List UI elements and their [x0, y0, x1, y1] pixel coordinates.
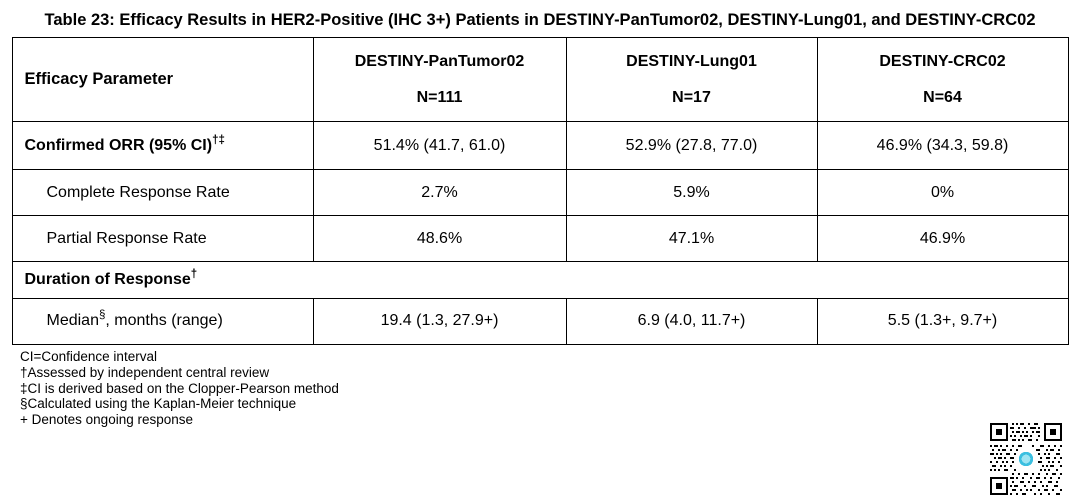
header-cell-pantumor02: [313, 38, 566, 122]
footnote-item: §Calculated using the Kaplan-Meier technique: [20, 396, 297, 412]
row-label-text: Median: [46, 312, 99, 330]
table-section-row: [12, 262, 1068, 299]
row-value-cell: 52.9% (27.8, 77.0): [566, 122, 817, 170]
row-value-cell: 51.4% (41.7, 61.0): [313, 122, 566, 170]
row-value-cell: 46.9% (34.3, 59.8): [817, 122, 1068, 170]
table-row: [12, 298, 1068, 344]
row-value-cell: 5.5 (1.3+, 9.7+): [817, 298, 1068, 344]
header-study-n: N=17: [672, 88, 711, 106]
row-label-superscript: §: [98, 310, 106, 323]
header-study-name: DESTINY-Lung01: [626, 53, 757, 71]
row-value-cell: 6.9 (4.0, 11.7+): [566, 298, 817, 344]
row-label-cell: [12, 216, 313, 262]
header-study-n: N=111: [416, 88, 463, 106]
table-header-row: [12, 38, 1068, 122]
header-study-name: DESTINY-PanTumor02: [354, 53, 525, 71]
row-label-text: Confirmed ORR (95% CI): [24, 136, 213, 154]
qr-code-icon: [988, 421, 1064, 497]
header-study-n: N=64: [923, 88, 962, 106]
footnote-item: ‡CI is derived based on the Clopper-Pearson method: [20, 380, 339, 396]
row-label-cell: [12, 298, 313, 344]
footnote-item: + Denotes ongoing response: [20, 412, 194, 428]
footnote-item: CI=Confidence interval: [20, 348, 157, 364]
row-value-cell: 2.7%: [313, 170, 566, 216]
row-value-cell: 47.1%: [566, 216, 817, 262]
row-label-text: Complete Response Rate: [46, 183, 230, 201]
row-label-cell: [12, 170, 313, 216]
row-value-cell: 0%: [817, 170, 1068, 216]
table-row: [12, 122, 1068, 170]
section-label-cell: [12, 262, 1068, 299]
efficacy-results-table: [12, 37, 1069, 345]
header-cell-lung01: [566, 38, 817, 122]
table-row: [12, 216, 1068, 262]
row-value-cell: 48.6%: [313, 216, 566, 262]
row-label-text: Partial Response Rate: [46, 229, 207, 247]
section-label-superscript: †: [190, 268, 198, 281]
row-label-superscript: †‡: [212, 134, 225, 147]
section-label-text: Duration of Response: [24, 271, 191, 289]
footnote-item: †Assessed by independent central review: [20, 364, 270, 380]
row-value-cell: 5.9%: [566, 170, 817, 216]
page-title: Table 23: Efficacy Results in HER2-Positive (IHC 3+) Patients in DESTINY-PanTumor02, DESTINY-Lung01, and DESTINY-CRC02: [44, 11, 1036, 29]
row-label-cell: [12, 122, 313, 170]
row-value-cell: 19.4 (1.3, 27.9+): [313, 298, 566, 344]
row-value-cell: 46.9%: [817, 216, 1068, 262]
header-study-name: DESTINY-CRC02: [879, 53, 1006, 71]
header-cell-parameter: Efficacy Parameter: [12, 38, 313, 122]
footnotes: [20, 349, 1070, 429]
header-cell-crc02: [817, 38, 1068, 122]
table-row: [12, 170, 1068, 216]
row-label-suffix: , months (range): [105, 312, 223, 330]
